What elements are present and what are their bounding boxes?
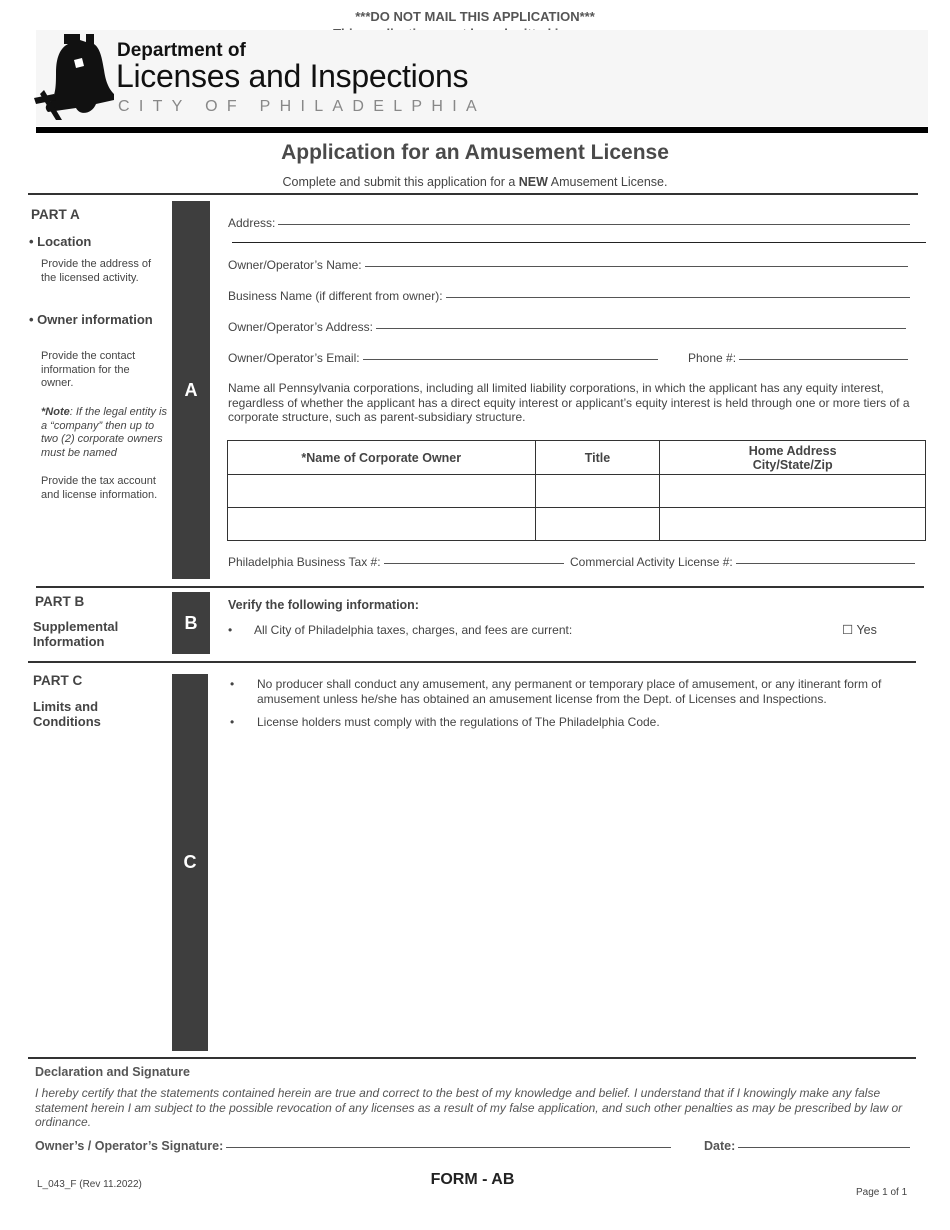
owner-name-line[interactable] — [365, 266, 908, 267]
signature-line[interactable] — [226, 1147, 671, 1148]
declaration-text: I hereby certify that the statements contained herein are true and correct to the best of my knowledge and belief. I understand that if I knowingly make any false statement herein I am subject to the possible revocation of any licenses as a result of my false application, and such other penalties as may be prescribed by law or ordinance. — [35, 1086, 903, 1129]
cal-line[interactable] — [736, 563, 915, 564]
note-body: : If the legal entity is a “company” then up to two (2) corporate owners must be named — [41, 406, 167, 459]
owner-heading: • Owner information — [29, 312, 153, 327]
form-code: L_043_F (Rev 11.2022) — [37, 1179, 142, 1190]
col-title: Title — [535, 441, 660, 475]
part-b-side-line2: Information — [33, 634, 105, 649]
note-text — [41, 406, 169, 460]
tax-label: Philadelphia Business Tax #: — [228, 555, 381, 569]
owner-address-label: Owner/Operator’s Address: — [228, 320, 373, 334]
note-label: *Note — [41, 406, 70, 418]
subtitle-bold: NEW — [518, 175, 548, 189]
form-name: FORM - AB — [430, 1171, 515, 1188]
part-c-label: PART C — [33, 673, 83, 688]
part-a-label: PART A — [31, 207, 80, 222]
corp-owner-address-cell[interactable] — [660, 475, 926, 508]
date-field[interactable] — [704, 1139, 910, 1153]
table-row — [228, 475, 926, 508]
part-c-side-line2: Conditions — [33, 714, 101, 729]
address-line-2[interactable] — [232, 242, 926, 243]
owner-title: Owner information — [37, 312, 153, 327]
liberty-bell-icon — [34, 30, 114, 120]
page-title: Application for an Amusement License — [281, 141, 669, 164]
tax-field[interactable] — [228, 555, 564, 569]
divider — [28, 193, 918, 195]
owner-address-line[interactable] — [376, 328, 906, 329]
section-bar-a: A — [172, 201, 210, 579]
address-label: Address: — [228, 216, 276, 230]
tax-line[interactable] — [384, 563, 564, 564]
corp-owner-name-cell[interactable] — [228, 475, 536, 508]
cal-label: Commercial Activity License #: — [570, 555, 733, 569]
business-name-field[interactable] — [228, 289, 910, 303]
col-home-address-line2: City/State/Zip — [752, 457, 833, 472]
yes-checkbox[interactable]: ☐ Yes — [842, 623, 877, 637]
condition-bullet: • — [230, 715, 235, 729]
city-text: CITY OF PHILADELPHIA — [118, 98, 486, 115]
verify-item: All City of Philadelphia taxes, charges, and fees are current: — [254, 623, 573, 637]
part-c-side-line1: Limits and — [33, 699, 99, 714]
corp-owner-title-cell[interactable] — [535, 475, 660, 508]
condition-item: License holders must comply with the regulations of The Philadelphia Code. — [257, 715, 660, 729]
owner-email-field[interactable] — [228, 351, 658, 365]
corp-paragraph: Name all Pennsylvania corporations, including all limited liability corporations, in which the applicant has any equity interest, regardless of whether the applicant has a direct equity interest or applicant’s equity interest is held through one or more tiers of a corporate structure, such as parent-subsidiary structure. — [228, 381, 910, 424]
business-name-label: Business Name (if different from owner): — [228, 289, 443, 303]
signature-field[interactable] — [35, 1139, 671, 1153]
verify-title: Verify the following information: — [228, 598, 419, 612]
part-b-label: PART B — [35, 594, 85, 609]
part-b-side-line1: Supplemental — [33, 619, 119, 634]
condition-item: No producer shall conduct any amusement, any permanent or temporary place of amusement, or any itinerant form of amusement unless he/she has obtained an amusement license from the Dept. of Licenses and Inspections. — [257, 677, 882, 706]
divider — [28, 661, 916, 663]
date-label: Date: — [704, 1139, 736, 1153]
location-heading: • Location — [29, 234, 92, 249]
subtitle-text-1: Complete and submit this application for a — [282, 175, 519, 189]
business-name-line[interactable] — [446, 297, 910, 298]
col-home-address — [660, 441, 926, 475]
phone-label: Phone #: — [688, 351, 737, 365]
address-line[interactable] — [278, 224, 910, 225]
declaration-title: Declaration and Signature — [35, 1065, 190, 1079]
condition-bullet: • — [230, 677, 235, 691]
part-c-side-title — [33, 699, 101, 729]
subtitle-text-2: Amusement License. — [547, 175, 668, 189]
divider — [36, 586, 924, 588]
verify-bullet: • — [228, 623, 233, 637]
date-line[interactable] — [738, 1147, 910, 1148]
part-b-side-title — [33, 619, 118, 649]
location-title: Location — [37, 234, 92, 249]
section-bar-c: C — [172, 674, 208, 1051]
dept-large-text: Licenses and Inspections — [116, 58, 469, 94]
col-corporate-owner: *Name of Corporate Owner — [228, 441, 536, 475]
phone-field[interactable] — [688, 351, 908, 365]
col-home-address-line1: Home Address — [748, 443, 837, 458]
corporate-owner-table — [227, 440, 926, 541]
cal-field[interactable] — [570, 555, 915, 569]
phone-line[interactable] — [739, 359, 908, 360]
owner-address-field[interactable] — [228, 320, 906, 334]
owner-desc: Provide the contact information for the owner. — [41, 350, 136, 389]
section-bar-b: B — [172, 592, 210, 654]
header-rule — [36, 127, 928, 133]
notice-line-1: ***DO NOT MAIL THIS APPLICATION*** — [355, 9, 595, 24]
corp-owner-title-cell[interactable] — [535, 508, 660, 541]
divider — [28, 1057, 916, 1059]
owner-email-label: Owner/Operator’s Email: — [228, 351, 360, 365]
owner-name-label: Owner/Operator’s Name: — [228, 258, 362, 272]
table-row — [228, 508, 926, 541]
dept-small-text: Department of — [117, 40, 246, 61]
signature-label: Owner’s / Operator’s Signature: — [35, 1139, 224, 1153]
location-desc: Provide the address of the licensed activity. — [41, 258, 152, 284]
page-subtitle — [0, 175, 950, 189]
address-field[interactable] — [228, 216, 910, 230]
tax-desc: Provide the tax account and license information. — [41, 475, 158, 501]
corp-owner-name-cell[interactable] — [228, 508, 536, 541]
owner-email-line[interactable] — [363, 359, 658, 360]
page-number: Page 1 of 1 — [856, 1187, 908, 1198]
owner-name-field[interactable] — [228, 258, 908, 272]
corp-owner-address-cell[interactable] — [660, 508, 926, 541]
